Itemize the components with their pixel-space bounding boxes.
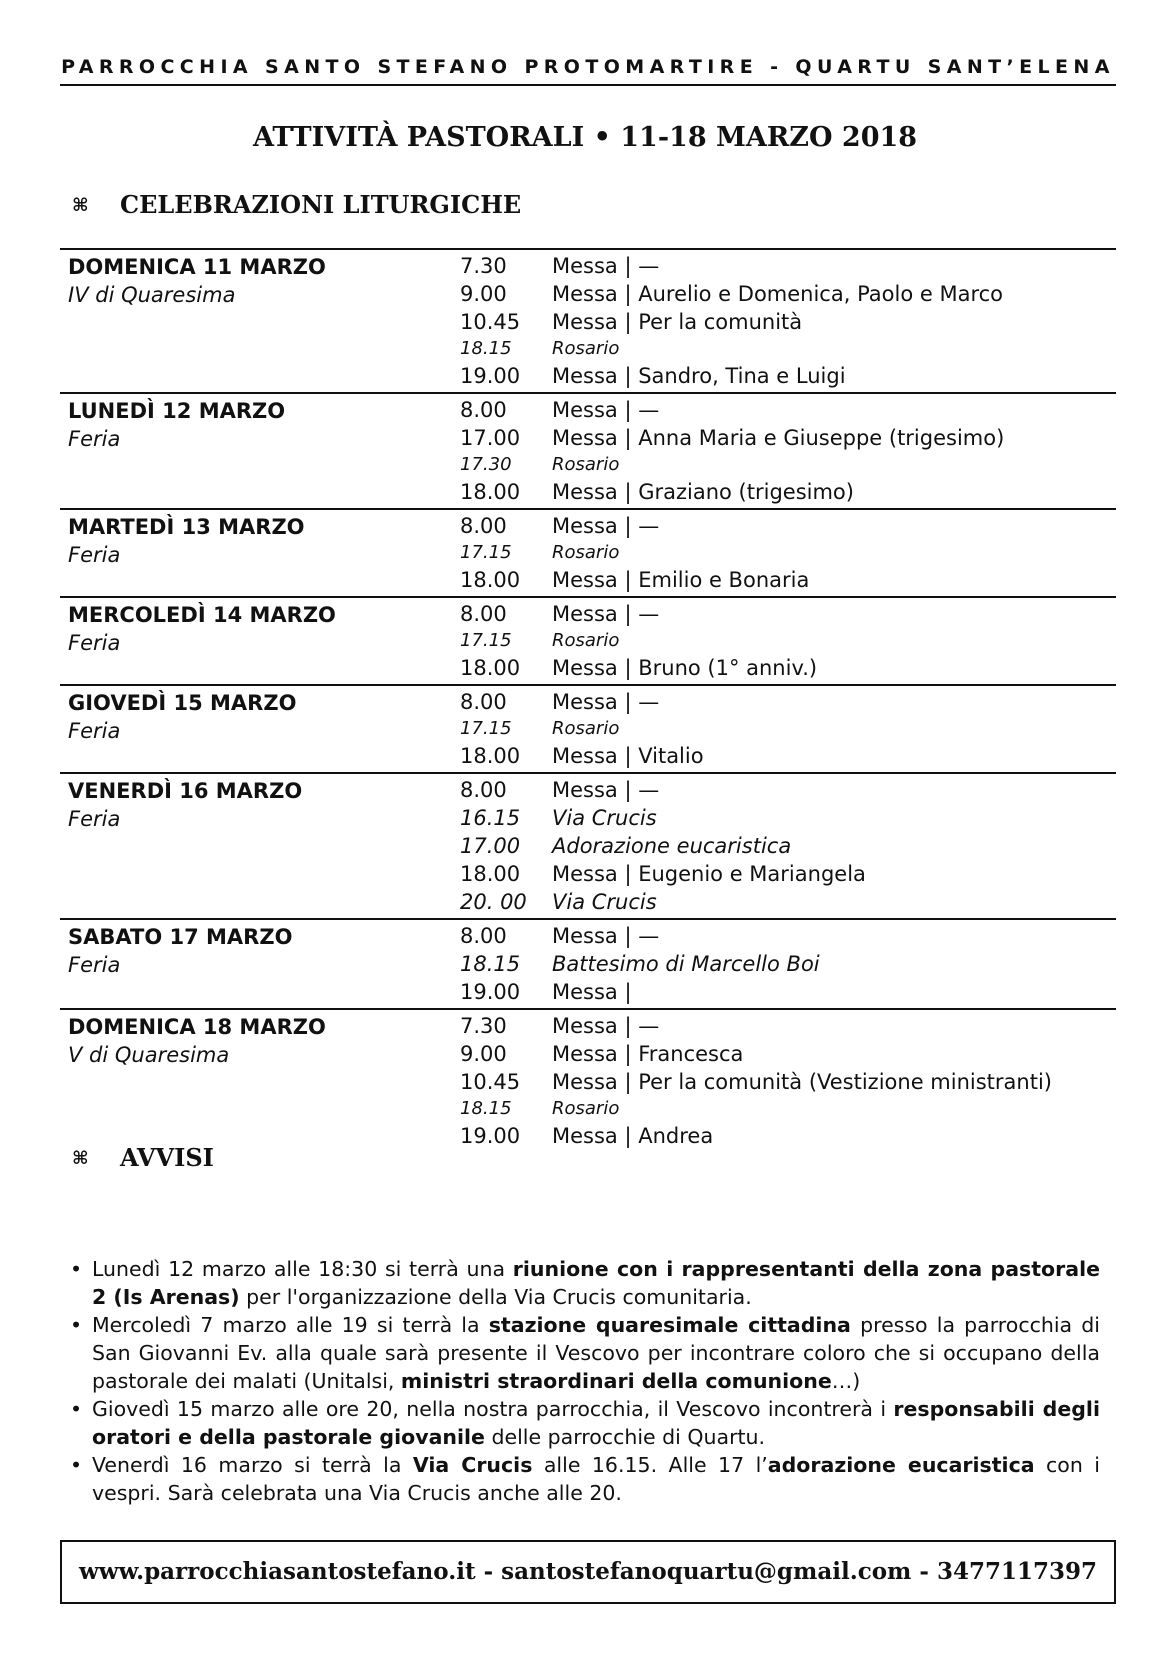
- day-name: MERCOLEDÌ 14 MARZO: [68, 603, 336, 627]
- event-row: [60, 424, 1116, 452]
- event-row: [60, 1068, 1116, 1096]
- event-description: Messa | —: [552, 778, 660, 802]
- event-row: [60, 628, 1116, 654]
- event-time: 18.00: [460, 568, 521, 592]
- event-row: [60, 362, 1116, 390]
- header-divider: [60, 84, 1116, 86]
- section-liturgy-label: CELEBRAZIONI LITURGICHE: [120, 190, 522, 219]
- event-description: Messa | —: [552, 1014, 660, 1038]
- event-row: [60, 1040, 1116, 1068]
- notice-text: …): [831, 1369, 861, 1393]
- event-time: 7.30: [460, 254, 507, 278]
- event-row: [60, 978, 1116, 1006]
- event-time: 8.00: [460, 690, 507, 714]
- event-description: Messa | Anna Maria e Giuseppe (trigesimo): [552, 426, 1005, 450]
- event-description: Messa | Andrea: [552, 1124, 714, 1148]
- event-time: 17.15: [460, 542, 512, 563]
- event-time: 18.15: [460, 1098, 512, 1119]
- event-description: Messa | Vitalio: [552, 744, 704, 768]
- day-block: [60, 772, 1116, 918]
- day-block: [60, 1008, 1116, 1152]
- event-row: [60, 336, 1116, 362]
- notice-text: per l'organizzazione della Via Crucis comunitaria.: [239, 1285, 752, 1309]
- event-row: [60, 922, 1116, 950]
- notice-text: con i vespri. Sarà celebrata una Via Crucis anche alle 20.: [92, 1453, 1100, 1505]
- event-description: Messa | Bruno (1° anniv.): [552, 656, 818, 680]
- event-description: Messa | Emilio e Bonaria: [552, 568, 810, 592]
- event-time: 18.00: [460, 656, 521, 680]
- event-time: 9.00: [460, 282, 507, 306]
- event-time: 8.00: [460, 514, 507, 538]
- event-time: 8.00: [460, 924, 507, 948]
- section-notices-heading: [72, 1143, 214, 1172]
- day-name: LUNEDÌ 12 MARZO: [68, 399, 286, 423]
- event-row: [60, 512, 1116, 540]
- notice-highlight: adorazione eucaristica: [767, 1453, 1035, 1477]
- event-description: Battesimo di Marcello Boi: [552, 952, 820, 976]
- contact-footer: www.parrocchiasantostefano.it - santostefanoquartu@gmail.com - 3477117397: [60, 1540, 1116, 1604]
- event-description: Messa | —: [552, 514, 660, 538]
- event-description: Messa | —: [552, 924, 660, 948]
- notice-item: [70, 1255, 1100, 1311]
- event-description: Via Crucis: [552, 806, 657, 830]
- event-time: 20. 00: [460, 890, 527, 914]
- event-time: 10.45: [460, 1070, 521, 1094]
- event-description: Messa | —: [552, 690, 660, 714]
- event-description: Messa | —: [552, 602, 660, 626]
- event-time: 19.00: [460, 1124, 521, 1148]
- event-time: 16.15: [460, 806, 521, 830]
- notice-highlight: stazione quaresimale cittadina: [488, 1313, 851, 1337]
- event-row: [60, 280, 1116, 308]
- event-time: 17.00: [460, 834, 521, 858]
- day-liturgical-note: Feria: [68, 543, 121, 567]
- event-description: Messa | Aurelio e Domenica, Paolo e Marco: [552, 282, 1004, 306]
- event-description: Messa | Per la comunità: [552, 310, 803, 334]
- notices-list: [70, 1255, 1100, 1507]
- event-description: Messa | —: [552, 254, 660, 278]
- parish-header: PARROCCHIA SANTO STEFANO PROTOMARTIRE - QUARTU SANT’ELENA: [61, 56, 1115, 78]
- event-row: [60, 860, 1116, 888]
- event-description: Messa | Sandro, Tina e Luigi: [552, 364, 846, 388]
- event-time: 17.15: [460, 630, 512, 651]
- event-description: Rosario: [552, 454, 620, 475]
- day-block: [60, 392, 1116, 508]
- day-liturgical-note: V di Quaresima: [68, 1043, 230, 1067]
- event-row: [60, 1012, 1116, 1040]
- day-liturgical-note: Feria: [68, 427, 121, 451]
- event-description: Messa |: [552, 980, 632, 1004]
- event-description: Messa | Francesca: [552, 1042, 744, 1066]
- ornamental-cross-icon: ⌘: [72, 195, 89, 216]
- notice-item: [70, 1395, 1100, 1451]
- event-description: Rosario: [552, 542, 620, 563]
- day-name: SABATO 17 MARZO: [68, 925, 293, 949]
- day-name: VENERDÌ 16 MARZO: [68, 779, 303, 803]
- event-time: 18.00: [460, 480, 521, 504]
- notice-highlight: responsabili degli oratori e della pastorale giovanile: [92, 1397, 1100, 1449]
- event-description: Adorazione eucaristica: [552, 834, 792, 858]
- day-block: [60, 918, 1116, 1008]
- event-row: [60, 396, 1116, 424]
- event-time: 10.45: [460, 310, 521, 334]
- event-description: Via Crucis: [552, 890, 657, 914]
- event-row: [60, 776, 1116, 804]
- event-row: [60, 888, 1116, 916]
- notice-text: delle parrocchie di Quartu.: [484, 1425, 766, 1449]
- event-description: Rosario: [552, 338, 620, 359]
- day-name: DOMENICA 18 MARZO: [68, 1015, 326, 1039]
- notice-text: presso la parrocchia di San Giovanni Ev. alla quale sarà presente il Vescovo per incontrare coloro che si occupano della pastorale dei malati (Unitalsi,: [92, 1313, 1100, 1393]
- event-time: 18.00: [460, 744, 521, 768]
- section-notices-label: AVVISI: [120, 1143, 214, 1172]
- notice-highlight: riunione con i rappresentanti della zona pastorale 2 (Is Arenas): [92, 1257, 1101, 1309]
- event-time: 9.00: [460, 1042, 507, 1066]
- event-time: 18.15: [460, 952, 521, 976]
- event-time: 19.00: [460, 980, 521, 1004]
- event-row: [60, 540, 1116, 566]
- day-liturgical-note: IV di Quaresima: [68, 283, 236, 307]
- event-row: [60, 654, 1116, 682]
- event-time: 8.00: [460, 602, 507, 626]
- event-row: [60, 1096, 1116, 1122]
- day-liturgical-note: Feria: [68, 631, 121, 655]
- page-title: ATTIVITÀ PASTORALI • 11-18 MARZO 2018: [252, 122, 918, 153]
- event-time: 8.00: [460, 778, 507, 802]
- event-row: [60, 252, 1116, 280]
- event-time: 18.00: [460, 862, 521, 886]
- event-description: Rosario: [552, 718, 620, 739]
- event-row: [60, 742, 1116, 770]
- event-row: [60, 716, 1116, 742]
- event-description: Messa | Graziano (trigesimo): [552, 480, 854, 504]
- notice-item: [70, 1451, 1100, 1507]
- ornamental-cross-icon: ⌘: [72, 1148, 89, 1169]
- event-time: 17.00: [460, 426, 521, 450]
- event-row: [60, 688, 1116, 716]
- day-name: GIOVEDÌ 15 MARZO: [68, 691, 297, 715]
- day-block: [60, 248, 1116, 392]
- notice-text: Venerdì 16 marzo si terrà la: [92, 1453, 413, 1477]
- day-block: [60, 596, 1116, 684]
- event-time: 8.00: [460, 398, 507, 422]
- event-time: 19.00: [460, 364, 521, 388]
- liturgy-schedule: [60, 248, 1116, 1152]
- event-time: 18.15: [460, 338, 512, 359]
- day-liturgical-note: Feria: [68, 807, 121, 831]
- day-name: MARTEDÌ 13 MARZO: [68, 515, 305, 539]
- event-row: [60, 600, 1116, 628]
- event-row: [60, 832, 1116, 860]
- day-name: DOMENICA 11 MARZO: [68, 255, 326, 279]
- day-block: [60, 684, 1116, 772]
- notice-text: Giovedì 15 marzo alle ore 20, nella nostra parrocchia, il Vescovo incontrerà i: [92, 1397, 894, 1421]
- event-description: Messa | —: [552, 398, 660, 422]
- notice-text: alle 16.15. Alle 17 l’: [532, 1453, 768, 1477]
- notice-highlight: ministri straordinari della comunione: [400, 1369, 832, 1393]
- day-liturgical-note: Feria: [68, 719, 121, 743]
- event-time: 17.15: [460, 718, 512, 739]
- event-row: [60, 566, 1116, 594]
- event-row: [60, 308, 1116, 336]
- notice-item: [70, 1311, 1100, 1395]
- event-time: 7.30: [460, 1014, 507, 1038]
- notice-text: Mercoledì 7 marzo alle 19 si terrà la: [92, 1313, 489, 1337]
- event-row: [60, 804, 1116, 832]
- notice-highlight: Via Crucis: [412, 1453, 533, 1477]
- event-row: [60, 452, 1116, 478]
- day-liturgical-note: Feria: [68, 953, 121, 977]
- day-block: [60, 508, 1116, 596]
- notice-text: Lunedì 12 marzo alle 18:30 si terrà una: [92, 1257, 513, 1281]
- event-row: [60, 478, 1116, 506]
- event-description: Messa | Per la comunità (Vestizione ministranti): [552, 1070, 1052, 1094]
- event-row: [60, 950, 1116, 978]
- event-description: Rosario: [552, 630, 620, 651]
- section-liturgy-heading: [72, 190, 521, 219]
- event-description: Messa | Eugenio e Mariangela: [552, 862, 866, 886]
- event-time: 17.30: [460, 454, 512, 475]
- event-description: Rosario: [552, 1098, 620, 1119]
- event-row: [60, 1122, 1116, 1150]
